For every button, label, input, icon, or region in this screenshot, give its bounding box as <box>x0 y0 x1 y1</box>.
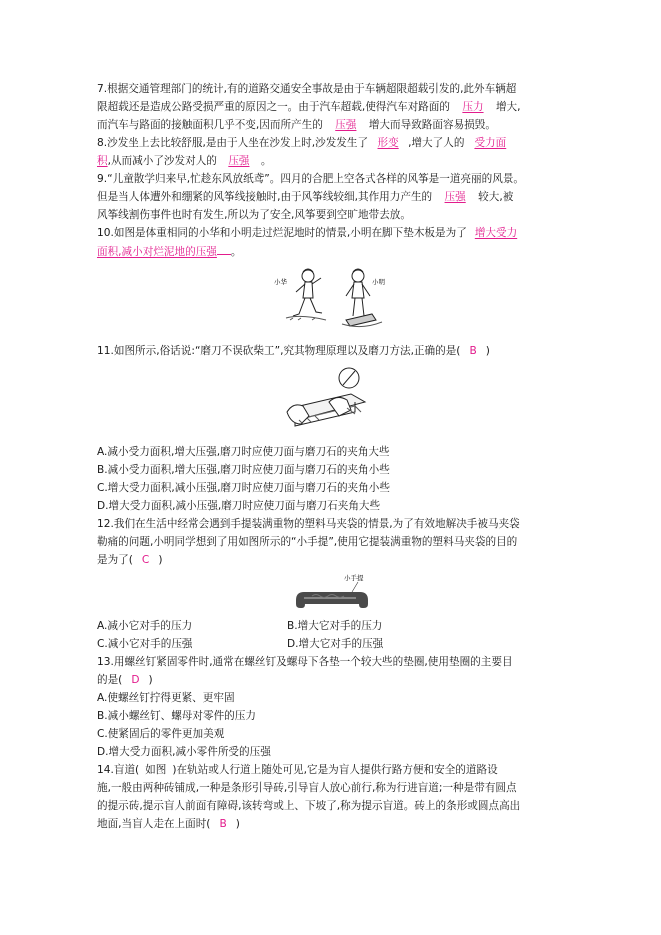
q12-answer: C <box>141 554 150 566</box>
q10-line-1-text: 10.如图是体重相同的小华和小明走过烂泥地时的情景,小明在脚下垫木板是为了 <box>97 227 467 239</box>
q8-line-2-tail: 。 <box>260 155 272 167</box>
q8-line-1-mid: ,增大了人的 <box>408 137 465 149</box>
q14-line-4-close: ) <box>235 818 240 830</box>
q11-option-b: B.减小受力面积,增大压强,磨刀时应使刀面与磨刀石的夹角小些 <box>97 464 390 476</box>
q12-line-3-close: ) <box>158 554 163 566</box>
q11-option-d: D.增大受力面积,减小压强,磨刀时应使刀面与磨刀石夹角大些 <box>97 500 381 512</box>
small-handle-figure <box>290 572 380 612</box>
q10-line-2 <box>97 242 567 261</box>
q12-options-row-2 <box>97 635 567 653</box>
q11-answer: B <box>469 345 477 357</box>
q13-option-c: C.使紧固后的零件更加美观 <box>97 728 225 740</box>
q14-line-1-text: 14.盲道( <box>97 764 140 776</box>
q13-line-2-close: ) <box>148 674 153 686</box>
q13-line-2-text: 的是( <box>97 674 123 686</box>
q13-option-a: A.使螺丝钉拧得更紧、更牢固 <box>97 692 235 704</box>
q7-line-2-tail: 增大, <box>495 101 521 113</box>
q13-line-2 <box>97 671 567 689</box>
mud-walking-figure <box>268 262 398 334</box>
q14-line-4-text: 地面,当盲人走在上面时( <box>97 818 211 830</box>
q8-line-2-text: ,从而减小了沙发对人的 <box>107 155 217 167</box>
q7-line-3-text: 而汽车与路面的接触面积几乎不变,因而所产生的 <box>97 119 323 131</box>
knife-sharpening-figure <box>285 362 375 442</box>
q11-stem-text: 11.如图所示,俗话说:“磨刀不误砍柴工”,究其物理原理以及磨刀方法,正确的是( <box>97 345 461 357</box>
q10-line-2-tail: 。 <box>230 246 242 258</box>
q14-answer: B <box>219 818 227 830</box>
q13-line-1: 13.用螺丝钉紧固零件时,通常在螺丝钉及螺母下各垫一个较大些的垫圈,使用垫圈的主要目 <box>97 656 513 668</box>
q8-line-1-text: 8.沙发坐上去比较舒服,是由于人坐在沙发上时,沙发发生了 <box>97 137 369 149</box>
q14-line-1 <box>97 761 567 779</box>
q14-figure-ref: 如图 <box>145 764 167 776</box>
q7-line-2-text: 限超载还是造成公路受损严重的原因之一。由于汽车超载,使得汽车对路面的 <box>97 101 450 113</box>
q8-line-1 <box>97 134 567 152</box>
small-handle-label: 小手提 <box>344 574 364 582</box>
q13-option-d: D.增大受力面积,减小零件所受的压强 <box>97 746 271 758</box>
figure-label-xiaoming: 小明 <box>372 278 385 286</box>
q9-line-2-tail: 较大,被 <box>478 191 514 203</box>
figure-label-xiaohua: 小华 <box>274 278 287 286</box>
q14-line-4 <box>97 815 567 833</box>
q9-line-3: 风筝线割伤事件也时有发生,所以为了安全,风筝要到空旷地带去放。 <box>97 209 411 221</box>
q8-line-2 <box>97 152 567 170</box>
q9-line-2-text: 但是当人体遭外和绷紧的风筝线接触时,由于风筝线较细,其作用力产生的 <box>97 191 433 203</box>
q7-answer-pressure: 压力 <box>462 101 484 113</box>
q7-line-3-tail: 增大而导致路面容易损毁。 <box>368 119 496 131</box>
q11-stem <box>97 342 567 360</box>
q8-answer-area-part2: 积 <box>97 155 108 167</box>
q11-option-a: A.减小受力面积,增大压强,磨刀时应使刀面与磨刀石的夹角大些 <box>97 446 390 458</box>
q12-line-3 <box>97 551 567 569</box>
q8-answer-area-part1: 受力面 <box>474 137 507 149</box>
q13-answer: D <box>131 674 140 686</box>
q12-option-d: D.增大它对手的压强 <box>287 638 384 650</box>
q10-line-1 <box>97 224 567 242</box>
q13-option-b: B.减小螺丝钉、螺母对零件的压力 <box>97 710 256 722</box>
q7-line-2 <box>97 98 567 116</box>
q12-options-row-1 <box>97 617 567 635</box>
q12-line-1: 12.我们在生活中经常会遇到手提装满重物的塑料马夹袋的情景,为了有效地解决手被马夹袋 <box>97 518 520 530</box>
q11-stem-close: ) <box>485 345 490 357</box>
q12-option-c: C.减小它对手的压强 <box>97 638 193 650</box>
q8-answer-pressure: 压强 <box>228 155 250 167</box>
q9-line-2 <box>97 188 567 206</box>
q7-line-3 <box>97 116 567 134</box>
q11-option-c: C.增大受力面积,减小压强,磨刀时应使刀面与磨刀石的夹角小些 <box>97 482 390 494</box>
q7-line-1: 7.根据交通管理部门的统计,有的道路交通安全事故是由于车辆超限超载引发的,此外车辆超 <box>97 83 517 95</box>
q14-line-3: 的提示砖,提示盲人前面有障碍,该转弯或上、下坡了,称为提示盲道。砖上的条形或圆点高出 <box>97 800 521 812</box>
q12-line-3-text: 是为了( <box>97 554 133 566</box>
q12-option-a: A.减小它对手的压力 <box>97 620 193 632</box>
q10-answer-part2: 面积,减小对烂泥地的压强 <box>97 246 217 258</box>
q7-answer-pressure-intensity: 压强 <box>335 119 357 131</box>
q8-answer-deformation: 形变 <box>377 137 399 149</box>
q12-option-b: B.增大它对手的压力 <box>287 620 383 632</box>
q14-line-1-tail: )在轨站或人行道上随处可见,它是为盲人提供行路方便和安全的道路设 <box>172 764 498 776</box>
q9-answer-pressure: 压强 <box>444 191 466 203</box>
q12-line-2: 勒痛的问题,小明同学想到了用如图所示的“小手提”,使用它提装满重物的塑料马夹袋的目的 <box>97 536 518 548</box>
q10-answer-part1: 增大受力 <box>474 227 518 239</box>
q14-line-2: 施,一般由两种砖铺成,一种是条形引导砖,引导盲人放心前行,称为行进盲道;一种是带有圆点 <box>97 782 517 794</box>
q9-line-1: 9.“儿童散学归来早,忙趁东风放纸鸢”。四月的合肥上空各式各样的风筝是一道亮丽的风景。 <box>97 173 525 185</box>
